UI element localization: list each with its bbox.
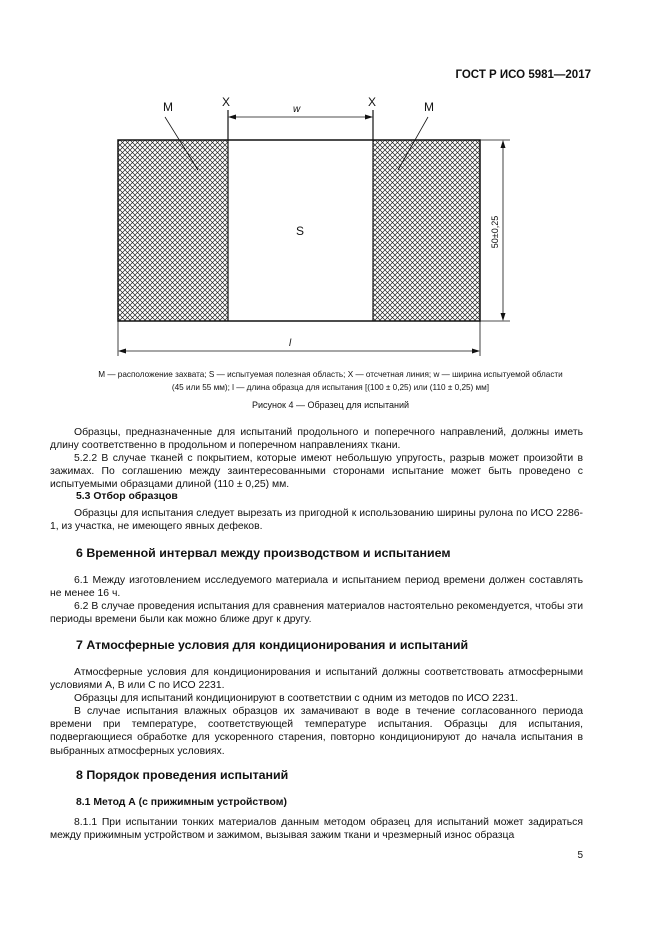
- paragraph: 5.2.2 В случае тканей с покрытием, которые имеют небольшую упругость, разрыв может произойти в зажимах. По соглашению между заинтересованными сторонами испытание может быть проведено с испытуемыми образцами длиной (110 ± 0,25) мм.: [50, 453, 583, 491]
- paragraph: Образцы, предназначенные для испытаний продольного и поперечного направлений, должны иметь длину соответственно в продольном и поперечном направлениях ткани.: [50, 427, 583, 452]
- grip-area-left: [118, 140, 228, 321]
- paragraph: 6.1 Между изготовлением исследуемого материала и испытанием период времени должен составлять не менее 16 ч.: [50, 575, 583, 600]
- section-heading-6: 6 Временной интервал между производством и испытанием: [76, 546, 451, 560]
- label-m-left: M: [163, 100, 173, 114]
- section-heading-7: 7 Атмосферные условия для кондиционирования и испытаний: [76, 638, 469, 652]
- section-heading-5-3: 5.3 Отбор образцов: [76, 491, 178, 502]
- paragraph: Образцы для испытания следует вырезать из пригодной к использованию ширины рулона по ИСО 2286-1, из участка, не имеющего явных дефеков.: [50, 508, 583, 533]
- label-w: w: [293, 104, 301, 115]
- paragraph: 6.2 В случае проведения испытания для сравнения материалов настоятельно рекомендуется, чтобы эти периоды времени были как можно ближе друг к другу.: [50, 601, 583, 626]
- specimen-figure: [0, 0, 661, 395]
- page-number: 5: [577, 850, 583, 861]
- label-m-right: M: [424, 100, 434, 114]
- paragraph: 8.1.1 При испытании тонких материалов данным методом образец для испытаний может задираться между прижимным устройством и зажимом, вызывая зажим ткани и чрезмерный износ образца: [50, 817, 583, 842]
- figure-caption-line1: M — расположение захвата; S — испытуемая полезная область; X — отсчетная линия; w — ширина испытуемой области: [98, 370, 563, 379]
- paragraph: Образцы для испытаний кондиционируют в соответствии с одним из методов по ИСО 2231.: [74, 693, 519, 704]
- section-heading-8-1: 8.1 Метод А (с прижимным устройством): [76, 797, 287, 808]
- paragraph: Атмосферные условия для кондиционирования и испытаний должны соответствовать атмосферными условиями А, В или С по ИСО 2231.: [50, 667, 583, 692]
- figure-title: Рисунок 4 — Образец для испытаний: [252, 400, 409, 410]
- grip-area-right: [373, 140, 480, 321]
- label-height-dim: 50±0,25: [490, 215, 500, 249]
- label-s: S: [296, 224, 305, 238]
- paragraph: В случае испытания влажных образцов их замачивают в воде в течение согласованного периода времени при температуре, соответствующей температуре испытания. Образцы для испытания, подвергающиеся обработке для ускоренного старения, повторно кондиционируют до начала испытания в выбранных атмосферных условиях.: [50, 706, 583, 757]
- label-x-right: X: [368, 95, 377, 109]
- label-x-left: X: [222, 95, 231, 109]
- section-heading-8: 8 Порядок проведения испытаний: [76, 768, 289, 782]
- figure-caption-line2: (45 или 55 мм); l — длина образца для испытания [(100 ± 0,25) или (110 ± 0,25) мм]: [171, 383, 490, 392]
- label-length: l: [289, 338, 292, 349]
- standard-header: ГОСТ Р ИСО 5981—2017: [455, 69, 591, 81]
